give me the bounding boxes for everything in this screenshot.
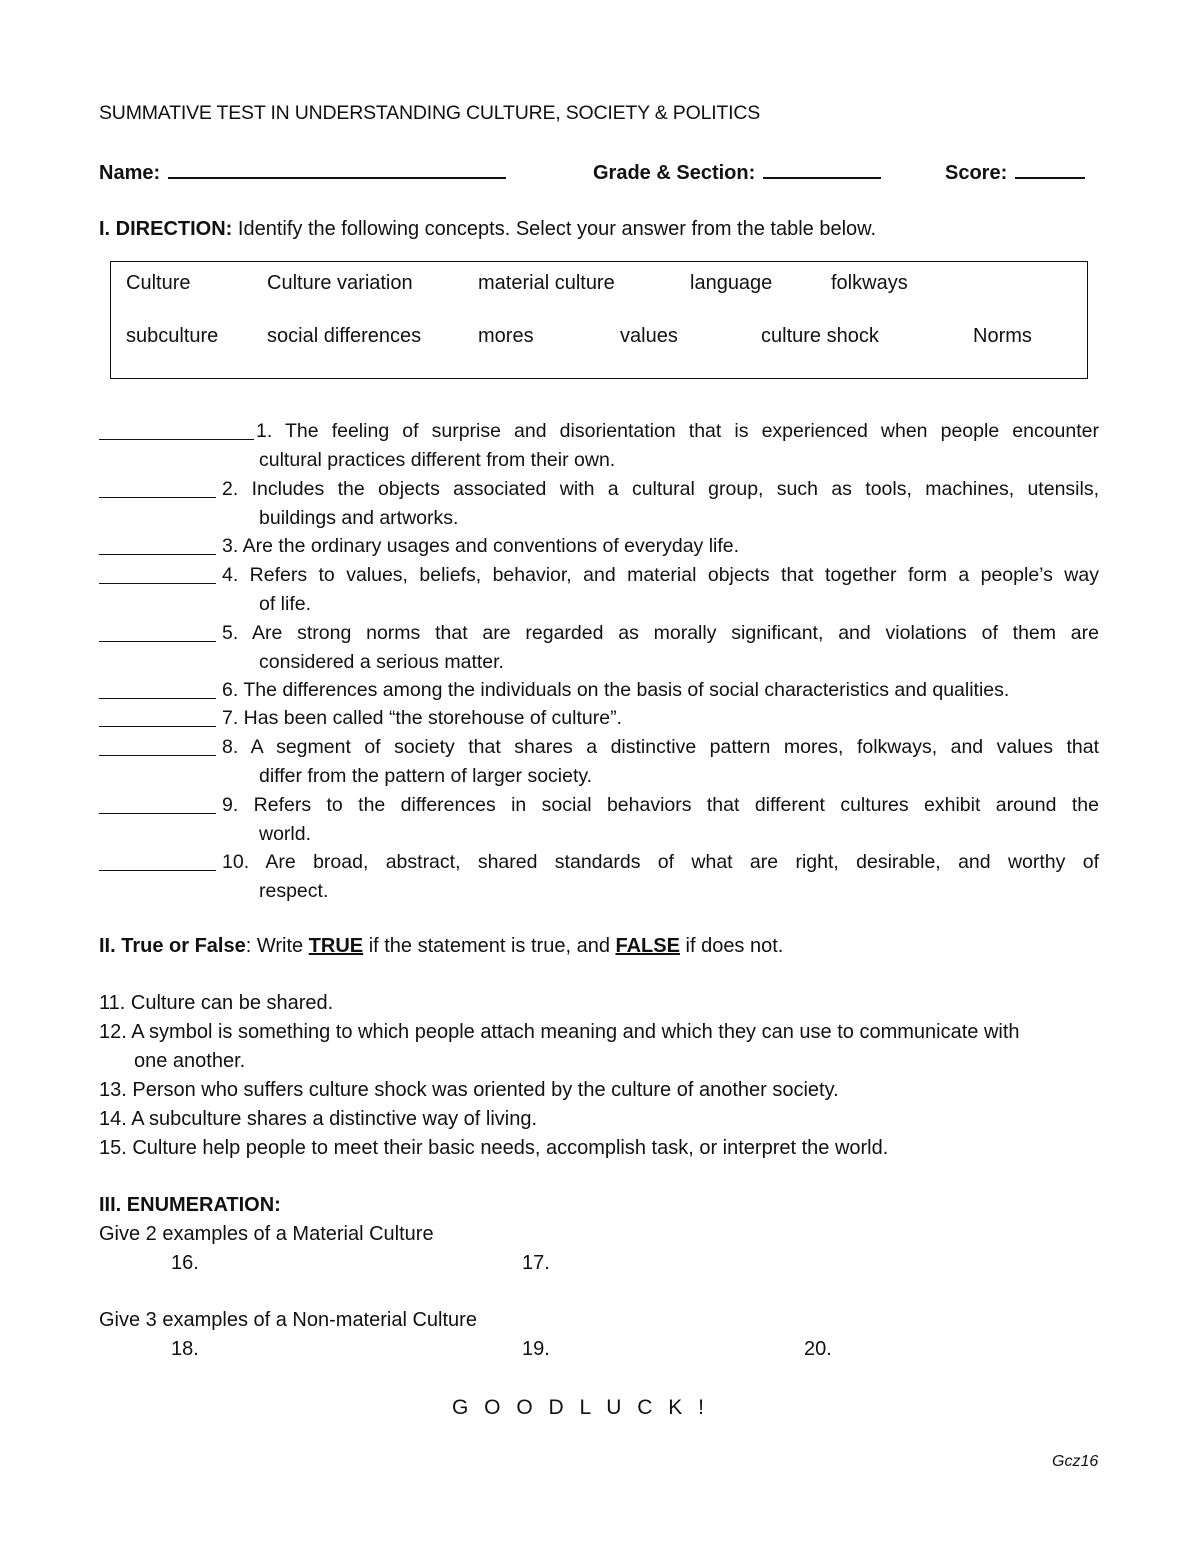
direction-text-part: if the statement is true, and — [363, 935, 616, 957]
question-text-continued: of life. — [259, 592, 312, 615]
answer-blank[interactable] — [99, 532, 216, 555]
question-text-continued: buildings and artworks. — [259, 506, 459, 529]
statement-item: 13. Person who suffers culture shock was oriented by the culture of another society. — [99, 1079, 839, 1101]
choice-item: values — [620, 325, 678, 347]
statement-item: 15. Culture help people to meet their basic needs, accomplish task, or interpret the world. — [99, 1137, 889, 1159]
answer-blank[interactable] — [99, 791, 216, 814]
choice-item: subculture — [126, 325, 219, 347]
question-text: 8. A segment of society that shares a distinctive pattern mores, folkways, and values that — [222, 736, 1099, 758]
direction-label: I. DIRECTION: — [99, 218, 233, 240]
score-blank[interactable] — [1015, 159, 1085, 179]
true-false-label: II. True or False — [99, 935, 246, 957]
score-field[interactable] — [945, 159, 1085, 185]
question-text-continued: world. — [259, 822, 312, 845]
grade-section-label: Grade & Section: — [593, 162, 756, 184]
question-text-continued: differ from the pattern of larger society. — [259, 764, 593, 787]
direction-text-part: if does not. — [679, 935, 784, 957]
question-text-continued: respect. — [259, 879, 329, 902]
false-keyword: FALSE — [615, 935, 680, 957]
name-label: Name: — [99, 162, 161, 184]
name-field[interactable] — [99, 159, 506, 185]
question-item — [99, 619, 1099, 676]
true-false-direction — [99, 935, 783, 958]
direction-text-part: : Write — [245, 935, 309, 957]
choice-item: culture shock — [761, 325, 879, 347]
question-text: 1. The feeling of surprise and disorientation that is experienced when people encounter — [256, 420, 1099, 442]
choice-item: mores — [478, 325, 534, 347]
score-label: Score: — [945, 162, 1008, 184]
enumeration-number: 17. — [522, 1252, 550, 1274]
page-title: SUMMATIVE TEST IN UNDERSTANDING CULTURE, SOCIETY & POLITICS — [99, 102, 761, 124]
answer-blank[interactable] — [99, 733, 216, 756]
enumeration-label: III. ENUMERATION: — [99, 1194, 281, 1216]
answer-blank[interactable] — [99, 619, 216, 642]
statement-item: 14. A subculture shares a distinctive way of living. — [99, 1108, 538, 1130]
answer-blank[interactable] — [99, 417, 254, 440]
direction-body: Identify the following concepts. Select your answer from the table below. — [232, 218, 877, 240]
question-item — [99, 733, 1099, 790]
closing-message: G O O D L U C K ! — [452, 1396, 709, 1419]
question-item — [99, 561, 1099, 618]
statement-item: 11. Culture can be shared. — [99, 992, 334, 1014]
answer-blank[interactable] — [99, 561, 216, 584]
question-item — [99, 475, 1099, 532]
enumeration-number: 16. — [171, 1252, 199, 1274]
enumeration-prompt: Give 3 examples of a Non-material Culture — [99, 1309, 477, 1331]
footer-code: Gcz16 — [1052, 1453, 1099, 1470]
choice-item: Culture variation — [267, 272, 413, 294]
question-item — [99, 791, 1099, 848]
enumeration-number: 18. — [171, 1338, 199, 1360]
answer-blank[interactable] — [99, 475, 216, 498]
enumeration-prompt: Give 2 examples of a Material Culture — [99, 1223, 434, 1245]
answer-blank[interactable] — [99, 848, 216, 871]
name-blank[interactable] — [168, 159, 506, 179]
enumeration-number: 20. — [804, 1338, 832, 1360]
question-text-continued: cultural practices different from their own. — [259, 448, 616, 471]
question-item — [99, 848, 1099, 905]
question-text-continued: considered a serious matter. — [259, 650, 504, 673]
question-text: 3. Are the ordinary usages and conventions of everyday life. — [222, 535, 740, 557]
question-item — [99, 704, 1099, 733]
true-keyword: TRUE — [308, 935, 364, 957]
question-text: 5. Are strong norms that are regarded as morally significant, and violations of them are — [222, 622, 1099, 644]
choice-item: language — [690, 272, 773, 294]
question-text: 10. Are broad, abstract, shared standards of what are right, desirable, and worthy of — [222, 851, 1099, 873]
answer-blank[interactable] — [99, 676, 216, 699]
statement-item: 12. A symbol is something to which people attach meaning and which they can use to communicate with — [99, 1021, 1020, 1043]
enumeration-number: 19. — [522, 1338, 550, 1360]
grade-section-blank[interactable] — [763, 159, 881, 179]
answer-blank[interactable] — [99, 704, 216, 727]
grade-section-field[interactable] — [593, 159, 881, 185]
choice-item: Culture — [126, 272, 191, 294]
question-text: 7. Has been called “the storehouse of culture”. — [222, 707, 622, 729]
question-text: 6. The differences among the individuals on the basis of social characteristics and qualities. — [222, 679, 1010, 701]
statement-item-continued: one another. — [134, 1050, 246, 1072]
direction-text — [99, 218, 876, 241]
question-item — [99, 676, 1099, 705]
question-text: 2. Includes the objects associated with a cultural group, such as tools, machines, utensils, — [222, 478, 1099, 500]
answer-choices-box — [110, 261, 1088, 379]
question-text: 4. Refers to values, beliefs, behavior, and material objects that together form a people’s way — [222, 564, 1099, 586]
question-text: 9. Refers to the differences in social behaviors that different cultures exhibit around the — [222, 794, 1099, 816]
choice-item: material culture — [478, 272, 615, 294]
choice-item: Norms — [973, 325, 1032, 347]
choice-item: folkways — [831, 272, 908, 294]
question-item — [99, 532, 1099, 561]
question-item — [99, 417, 1099, 474]
choice-item: social differences — [267, 325, 422, 347]
